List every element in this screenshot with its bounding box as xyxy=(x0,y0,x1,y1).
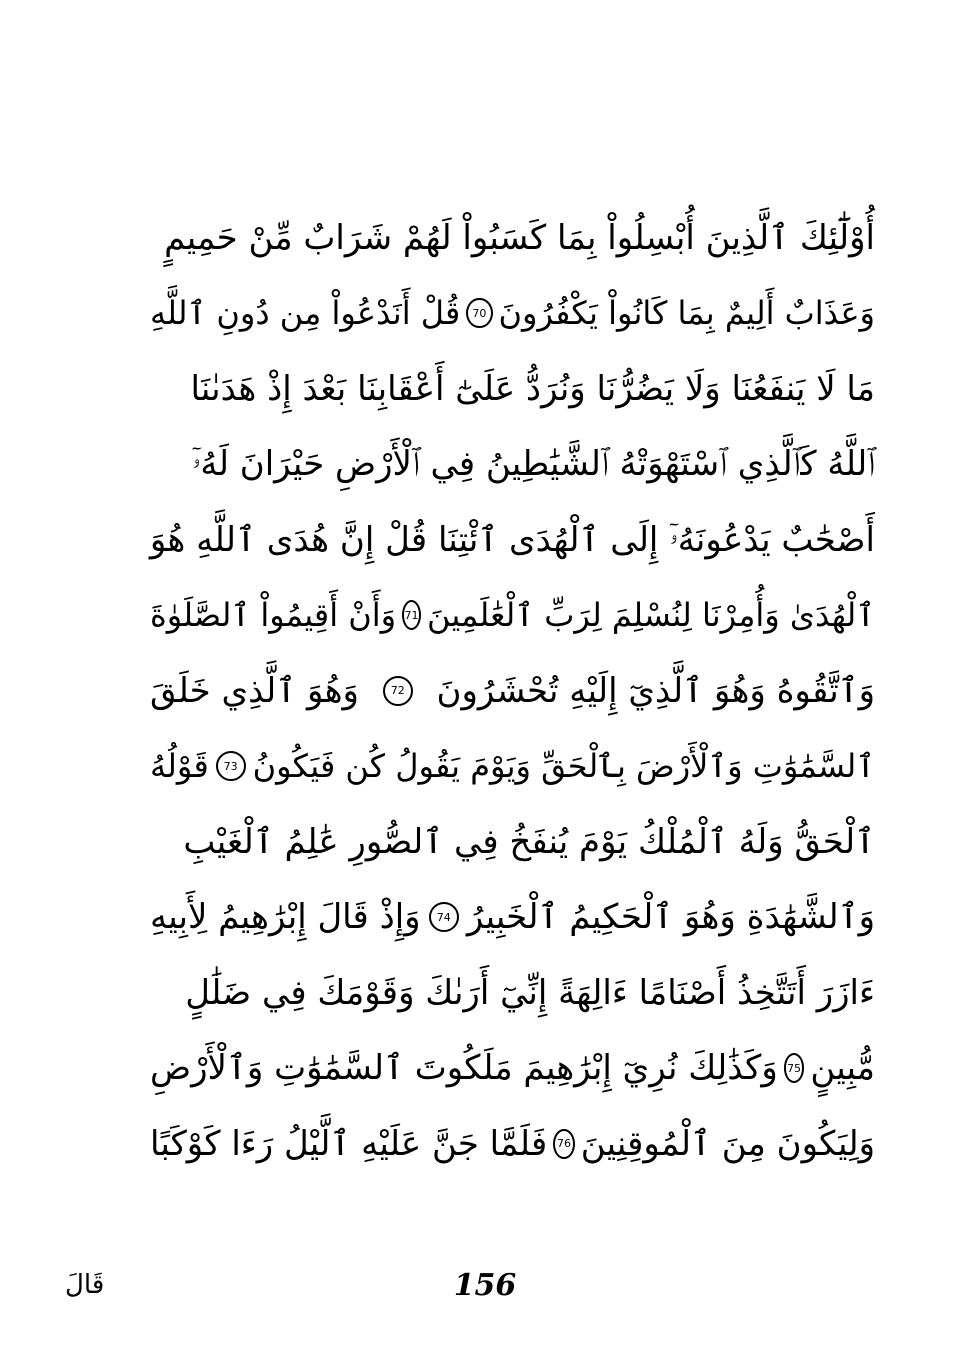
verse-text: مُّبِينٍ xyxy=(810,1048,875,1089)
text-line xyxy=(150,578,875,654)
verse-text: وَأَنْ أَقِيمُواْ ٱلصَّلَوٰةَ xyxy=(150,596,397,635)
verse-text: ٱلسَّمَٰوَٰتِ وَٱلْأَرْضَ بِٱلْحَقِّ وَيَوْمَ يَقُولُ كُن فَيَكُونُ xyxy=(252,747,875,786)
verse-text: ٱلْهُدَىٰ وَأُمِرْنَا لِنُسْلِمَ لِرَبِّ ٱلْعَٰلَمِينَ xyxy=(427,596,875,635)
text-line xyxy=(150,880,875,956)
ayah-number-marker: 71 xyxy=(402,600,421,630)
ayah-number-marker: 73 xyxy=(216,751,246,781)
text-line xyxy=(150,804,875,880)
text-line xyxy=(150,653,875,729)
verse-text: وَٱتَّقُوهُ وَهُوَ ٱلَّذِيٓ إِلَيْهِ تُحْشَرُونَ xyxy=(436,670,875,711)
catchword: قَالَ xyxy=(65,1270,105,1300)
text-line xyxy=(150,427,875,503)
ayah-number-marker: 76 xyxy=(553,1129,575,1159)
verse-text: ٱللَّهُ كَٱلَّذِي ٱسْتَهْوَتْهُ ٱلشَّيَٰطِينُ فِي ٱلْأَرْضِ حَيْرَانَ لَهُۥٓ xyxy=(191,444,875,485)
text-line xyxy=(150,200,875,276)
verse-text: وَكَذَٰلِكَ نُرِيٓ إِبْرَٰهِيمَ مَلَكُوتَ ٱلسَّمَٰوَٰتِ وَٱلْأَرْضِ xyxy=(150,1048,778,1089)
text-line xyxy=(150,1031,875,1107)
verse-text: مَا لَا يَنفَعُنَا وَلَا يَضُرُّنَا وَنُرَدُّ عَلَىٰٓ أَعْقَابِنَا بَعْدَ إِذْ هَدَىٰنَا xyxy=(190,368,875,409)
quran-text-block xyxy=(150,200,875,1182)
verse-text: وَٱلشَّهَٰدَةِ وَهُوَ ٱلْحَكِيمُ ٱلْخَبِيرُ xyxy=(466,897,875,938)
verse-text: ءَازَرَ أَتَتَّخِذُ أَصْنَامًا ءَالِهَةً إِنِّيٓ أَرَىٰكَ وَقَوْمَكَ فِي ضَلَٰلٍ xyxy=(185,972,875,1013)
verse-text: قُلْ أَنَدْعُواْ مِن دُونِ ٱللَّهِ xyxy=(150,294,461,333)
verse-text: أُوْلَٰٓئِكَ ٱلَّذِينَ أُبْسِلُواْ بِمَا كَسَبُواْ لَهُمْ شَرَابٌ مِّنْ حَمِيمٍ xyxy=(164,217,875,258)
verse-text: ٱلْحَقُّ وَلَهُ ٱلْمُلْكُ يَوْمَ يُنفَخُ فِي ٱلصُّورِ عَٰلِمُ ٱلْغَيْبِ xyxy=(183,821,875,862)
text-line xyxy=(150,276,875,352)
ayah-number-marker: 72 xyxy=(383,676,413,706)
verse-text: وَهُوَ ٱلَّذِي خَلَقَ xyxy=(150,670,359,711)
verse-text: وَإِذْ قَالَ إِبْرَٰهِيمُ لِأَبِيهِ xyxy=(150,897,421,938)
verse-text: فَلَمَّا جَنَّ عَلَيْهِ ٱلَّيْلُ رَءَا كَوْكَبًا xyxy=(150,1123,548,1164)
verse-text: وَلِيَكُونَ مِنَ ٱلْمُوقِنِينَ xyxy=(580,1123,875,1164)
verse-text: قَوْلُهُ xyxy=(150,747,209,786)
ayah-number-marker: 74 xyxy=(429,902,459,932)
page-number: 156 xyxy=(453,1268,517,1303)
verse-text: أَصْحَٰبٌ يَدْعُونَهُۥٓ إِلَى ٱلْهُدَى ٱئْتِنَا قُلْ إِنَّ هُدَى ٱللَّهِ هُوَ xyxy=(149,519,875,560)
verse-text: وَعَذَابٌ أَلِيمٌ بِمَا كَانُواْ يَكْفُرُونَ xyxy=(498,294,875,333)
ayah-number-marker: 70 xyxy=(466,298,492,328)
ayah-number-marker: 75 xyxy=(784,1053,805,1083)
text-line xyxy=(150,955,875,1031)
text-line xyxy=(150,729,875,805)
text-line xyxy=(150,351,875,427)
text-line xyxy=(150,1106,875,1182)
text-line xyxy=(150,502,875,578)
